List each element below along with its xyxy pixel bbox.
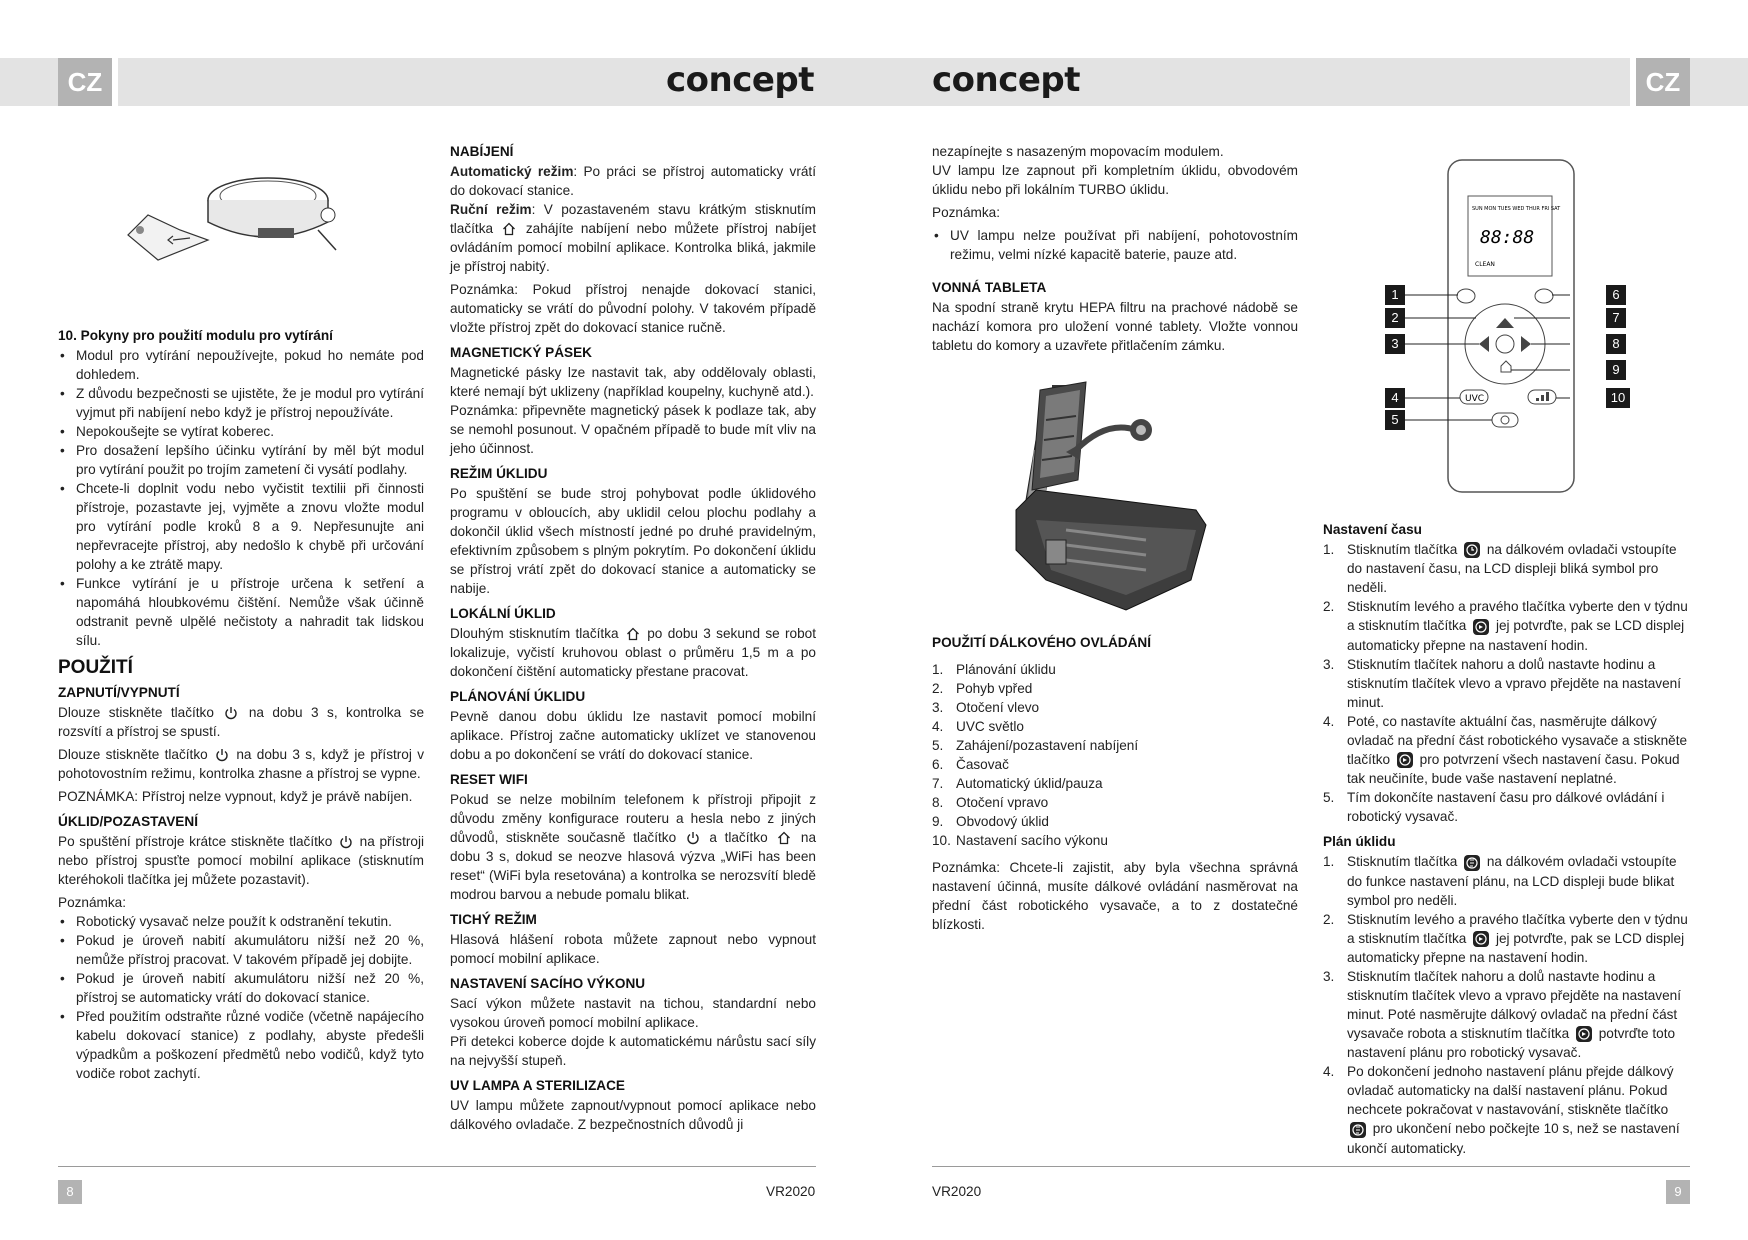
suction-title: NASTAVENÍ SACÍHO VÝKONU — [450, 976, 646, 991]
suction-paragraph-1: Sací výkon můžete nastavit na tichou, standardní nebo vysokou úroveň pomocí mobilní aplikace. — [450, 996, 816, 1030]
uv-continued: nezapínejte s nasazeným mopovacím modulem. — [932, 144, 1224, 159]
remote-callout-6: 6 — [1606, 285, 1626, 305]
remote-callout-1: 1 — [1385, 285, 1405, 305]
model-label-left: VR2020 — [766, 1184, 816, 1199]
reset-wifi-title: RESET WIFI — [450, 772, 528, 787]
list-item: 8. Otočení vpravo — [932, 795, 1049, 810]
list-item: 2. Pohyb vpřed — [932, 681, 1033, 696]
list-item: • Pokud je úroveň nabití akumulátoru nižší než 20 %, přístroj se automaticky vrátí do dokovací stanice. — [58, 969, 424, 1007]
remote-callout-4: 4 — [1385, 388, 1405, 408]
schedule-title: PLÁNOVÁNÍ ÚKLIDU — [450, 689, 586, 704]
uv-note-list — [932, 226, 1298, 264]
remote-callout-2: 2 — [1385, 308, 1405, 328]
clock-button-icon — [1463, 541, 1481, 559]
quiet-mode-title: TICHÝ REŽIM — [450, 912, 537, 927]
charging-manual: Ruční režim: V pozastaveném stavu krátkým stisknutím tlačítka zahájíte nabíjení nebo můžete přístroj nabíjet ovládáním pomocí mobilní aplikace. Kontrolka bliká, jakmile je přístroj nabitý. — [450, 202, 816, 274]
suction-paragraph-2: Při detekci koberce dojde k automatickému nárůstu sací síly na nejvyšší stupeň. — [450, 1034, 816, 1068]
charging-note: Poznámka: Pokud přístroj nenajde dokovací stanici, automaticky se vrátí do původní polohy. V takovém případě vložte přístroj zpět do dokovací stanice ručně. — [450, 282, 816, 335]
list-item: • Funkce vytírání je u přístroje určena k setření a napomáhá hloubkovému čištění. Nemůže však účinně odstranit pevně ulpělé nečistoty a nahradit tak lidskou sílu. — [58, 574, 424, 650]
auto-clean-button-icon — [1472, 618, 1490, 636]
schedule-paragraph: Pevně danou dobu úklidu lze nastavit pomocí mobilní aplikace. Přístroj začne automaticky uklízet ve stanovenou dobu a po dokončení se vrátí do dokovací stanice. — [450, 709, 816, 762]
list-item: 1. Plánování úklidu — [932, 662, 1056, 677]
charging-title: NABÍJENÍ — [450, 144, 514, 159]
home-icon — [502, 222, 516, 236]
list-item: 5. Tím dokončíte nastavení času pro dálkové ovládání i robotický vysavač. — [1323, 790, 1665, 825]
uv-note-label: Poznámka: — [932, 205, 1001, 220]
remote-button-list — [932, 660, 1298, 850]
list-item: 2. Stisknutím levého a pravého tlačítka vyberte den v týdnu a stisknutím tlačítka jej potvrďte, pak se LCD displej automaticky přepne na nastavení hodin. — [1323, 911, 1688, 966]
list-item: • Pokud je úroveň nabití akumulátoru nižší než 20 %, nemůže přístroj pracovat. V takovém případě jej dobijte. — [58, 931, 424, 969]
list-item: • UV lampu nelze používat při nabíjení, pohotovostním režimu, velmi nízké kapacitě baterie, pauze atd. — [932, 226, 1298, 264]
clean-mode-paragraph: Po spuštění se bude stroj pohybovat podle úklidového programu v obloucích, aby uklidil celou plochu podlahy a dokončil úklid všech místností jedné po druhé pravidelným, efektivním způsobem s plným pokrytím. Po dokončení úklidu se přístroj vrátí zpět do dokovací stanice a automaticky se nabije. — [450, 486, 816, 596]
magnetic-note: Poznámka: připevněte magnetický pásek k podlaze tak, aby se nemohl posunout. V opačném případě to bude mít vliv na jeho účinnost. — [450, 403, 816, 456]
remote-control-illustration — [1380, 158, 1580, 498]
list-item: 1. Stisknutím tlačítka na dálkovém ovladači vstoupíte do funkce nastavení plánu, na LCD displeji bude blikat symbol pro neděli. — [1323, 854, 1677, 908]
page-number-right: 9 — [1666, 1180, 1690, 1204]
power-note: POZNÁMKA: Přístroj nelze vypnout, když je právě nabíjen. — [58, 789, 413, 804]
section-mop-title: 10. Pokyny pro použití modulu pro vytírání — [58, 328, 333, 343]
footer-rule-right — [932, 1166, 1690, 1167]
footer-rule-left — [58, 1166, 816, 1167]
fragrance-paragraph: Na spodní straně krytu HEPA filtru na prachové nádobě se nachází komora pro uložení vonné tablety. Vložte vonnou tabletu do komory a uzavřete přitlačením zámku. — [932, 300, 1298, 353]
uv-title: UV LAMPA A STERILIZACE — [450, 1078, 625, 1093]
power-title: ZAPNUTÍ/VYPNUTÍ — [58, 685, 180, 700]
local-clean-paragraph: Dlouhým stisknutím tlačítka po dobu 3 sekund se robot lokalizuje, vyčistí kruhovou oblast o průměru 1,5 m a po dokončení čištění automaticky přestane pracovat. — [450, 626, 817, 679]
list-item: 4. Po dokončení jednoho nastavení plánu přejde dálkový ovladač automaticky na další nastavení plánu. Pokud nechcete pokračovat v nastavování, stiskněte tlačítko pro ukončení nebo počkejte 10 s, než se nastavení ukončí automaticky. — [1323, 1064, 1680, 1156]
remote-callout-3: 3 — [1385, 334, 1405, 354]
list-item: 10. Nastavení sacího výkonu — [932, 833, 1108, 848]
brand-logo-right: concept — [932, 60, 1081, 100]
brand-logo-left: concept — [666, 60, 815, 100]
remote-note: Poznámka: Chcete-li zajistit, aby byla všechna správná nastavení účinná, musíte dálkové ovládání nasměrovat na přední část robotického vysavače, a to z dostatečné blízkosti. — [932, 860, 1298, 932]
robot-mop-illustration — [118, 160, 368, 275]
uvc-label: UVC — [1465, 394, 1485, 404]
clean-pause-paragraph: Po spuštění přístroje krátce stiskněte tlačítko na přístroji nebo přístroj spusťte pomocí mobilní aplikace (stisknutím kteréhokoli tlačítka jej můžete pozastavit). — [58, 834, 425, 887]
remote-usage-title: POUŽITÍ DÁLKOVÉHO OVLÁDÁNÍ — [932, 635, 1152, 650]
page-number-left: 8 — [58, 1180, 82, 1204]
remote-callout-9: 9 — [1606, 360, 1626, 380]
language-tag-left: CZ — [58, 58, 118, 106]
list-item: • Modul pro vytírání nepoužívejte, pokud ho nemáte pod dohledem. — [58, 346, 424, 384]
schedule-button-icon — [1349, 1121, 1367, 1139]
auto-clean-button-icon — [1472, 930, 1490, 948]
clean-pause-title: ÚKLID/POZASTAVENÍ — [58, 814, 198, 829]
power-icon — [224, 706, 238, 720]
mop-instructions-list — [58, 346, 424, 650]
page-left-column-2 — [450, 142, 816, 1138]
list-item: 3. Otočení vlevo — [932, 700, 1040, 715]
remote-callout-7: 7 — [1606, 308, 1626, 328]
dustbin-illustration — [1006, 380, 1226, 620]
note-label: Poznámka: — [58, 895, 127, 910]
note-list — [58, 912, 424, 1083]
model-label-right: VR2020 — [932, 1184, 982, 1199]
list-item: 4. Poté, co nastavíte aktuální čas, nasměrujte dálkový ovladač na přední část robotického vysavače a stiskněte tlačítko pro potvrzení všech nastavení času. Pokud tak neučiníte, bude vaše nastavení neplatné. — [1323, 713, 1688, 787]
list-item: 7. Automatický úklid/pauza — [932, 776, 1103, 791]
power-paragraph-2: Dlouze stiskněte tlačítko na dobu 3 s, když je přístroj v pohotovostním režimu, kontrolka zhasne a přístroj se vypne. — [58, 747, 424, 781]
power-icon — [215, 748, 229, 762]
lcd-clean: CLEAN — [1475, 261, 1495, 268]
remote-callout-10: 10 — [1606, 388, 1630, 408]
auto-clean-button-icon — [1396, 751, 1414, 769]
schedule-button-icon — [1463, 854, 1481, 872]
uv-modes: UV lampu lze zapnout při kompletním úklidu, obvodovém úklidu nebo při lokálním TURBO úklidu. — [932, 163, 1298, 197]
quiet-mode-paragraph: Hlasová hlášení robota můžete zapnout nebo vypnout pomocí mobilní aplikace. — [450, 932, 816, 966]
list-item: 2. Stisknutím levého a pravého tlačítka vyberte den v týdnu a stisknutím tlačítka jej potvrďte, pak se LCD displej automaticky přepne na nastavení hodin. — [1323, 599, 1688, 653]
clean-schedule-title: Plán úklidu — [1323, 834, 1396, 850]
lcd-days: SUN MON TUES WED THUR FRI SAT — [1472, 206, 1561, 212]
list-item: 6. Časovač — [932, 757, 1009, 772]
page-left-column-1 — [58, 320, 424, 1087]
home-icon — [777, 831, 791, 845]
list-item: • Chcete-li doplnit vodu nebo vyčistit textilii při činnosti přístroje, pozastavte jej, vyjměte a znovu vložte modul pro vytírání podle kroků 8 a 9. Nepřesunujte ani nepřevracejte přístroj, aby nedošlo k chybě při určování polohy a ke ztrátě mapy. — [58, 479, 424, 574]
list-item: 9. Obvodový úklid — [932, 814, 1049, 829]
list-item: 4. UVC světlo — [932, 719, 1024, 734]
language-tag-right: CZ — [1630, 58, 1690, 106]
reset-wifi-paragraph: Pokud se nelze mobilním telefonem k přístroji připojit z důvodu změny konfigurace routeru a hesla nebo z jiných důvodů, stiskněte současně tlačítko a tlačítko na dobu 3 s, dokud se neozve hlasová výzva „WiFi has been reset“ (WiFi byla resetována) a kontrolka se nerozsvítí bledě modrou barvou a nebude pomalu blikat. — [450, 792, 817, 902]
local-clean-title: LOKÁLNÍ ÚKLID — [450, 606, 556, 621]
remote-callout-8: 8 — [1606, 334, 1626, 354]
power-paragraph-1: Dlouze stiskněte tlačítko na dobu 3 s, kontrolka se rozsvítí a přístroj se spustí. — [58, 705, 425, 739]
home-icon — [626, 627, 640, 641]
list-item: 1. Stisknutím tlačítka na dálkovém ovladači vstoupíte do nastavení času, na LCD displeji bliká symbol pro neděli. — [1323, 542, 1677, 596]
charging-auto: Automatický režim: Po práci se přístroj automaticky vrátí do dokovací stanice. — [450, 164, 816, 198]
time-setting-list — [1323, 540, 1690, 826]
list-item: • Robotický vysavač nelze použít k odstranění tekutin. — [58, 912, 424, 931]
uv-paragraph: UV lampu můžete zapnout/vypnout pomocí aplikace nebo dálkového ovladače. Z bezpečnostních důvodů ji — [450, 1098, 816, 1132]
list-item: 3. Stisknutím tlačítek nahoru a dolů nastavte hodinu a stisknutím tlačítek vlevo a vpravo přejděte na nastavení minut. Poté nasměrujte dálkový ovladač na přední část vysavače robota a stisknutím tlačítka potvrďte toto nastavení plánu pro robotický vysavač. — [1323, 969, 1681, 1061]
power-icon — [686, 831, 700, 845]
list-item: 5. Zahájení/pozastavení nabíjení — [932, 738, 1139, 753]
list-item: • Nepokoušejte se vytírat koberec. — [58, 422, 424, 441]
auto-clean-button-icon — [1575, 1025, 1593, 1043]
magnetic-paragraph: Magnetické pásky lze nastavit tak, aby oddělovaly oblasti, které nemají být uklizeny (například koupelny, kuchyně atd.). — [450, 365, 816, 399]
fragrance-title: VONNÁ TABLETA — [932, 280, 1047, 295]
list-item: • Pro dosažení lepšího účinku vytírání by měl být modul pro vytírání použit po trojím zametení či vysátí podlahy. — [58, 441, 424, 479]
list-item: 3. Stisknutím tlačítek nahoru a dolů nastavte hodinu a stisknutím tlačítek vlevo a vpravo přejděte na nastavení minut. — [1323, 656, 1681, 710]
lcd-clock: 88:88 — [1480, 227, 1535, 248]
magnetic-title: MAGNETICKÝ PÁSEK — [450, 345, 592, 360]
power-icon — [339, 835, 353, 849]
time-setting-title: Nastavení času — [1323, 522, 1422, 537]
section-usage-heading: POUŽITÍ — [58, 657, 133, 678]
list-item: • Před použitím odstraňte různé vodiče (včetně napájecího kabelu dokovací stanice) z podlahy, abyste předešli výpadkům a poškození předmětů nebo vodičů, když tyto vodiče robot zachytí. — [58, 1007, 424, 1083]
page-right-column-2 — [1323, 520, 1690, 1162]
clean-mode-title: REŽIM ÚKLIDU — [450, 466, 548, 481]
clean-schedule-list — [1323, 852, 1690, 1158]
list-item: • Z důvodu bezpečnosti se ujistěte, že je modul pro vytírání vyjmut při nabíjení nebo když je přístroj nepoužíváte. — [58, 384, 424, 422]
remote-callout-5: 5 — [1385, 410, 1405, 430]
